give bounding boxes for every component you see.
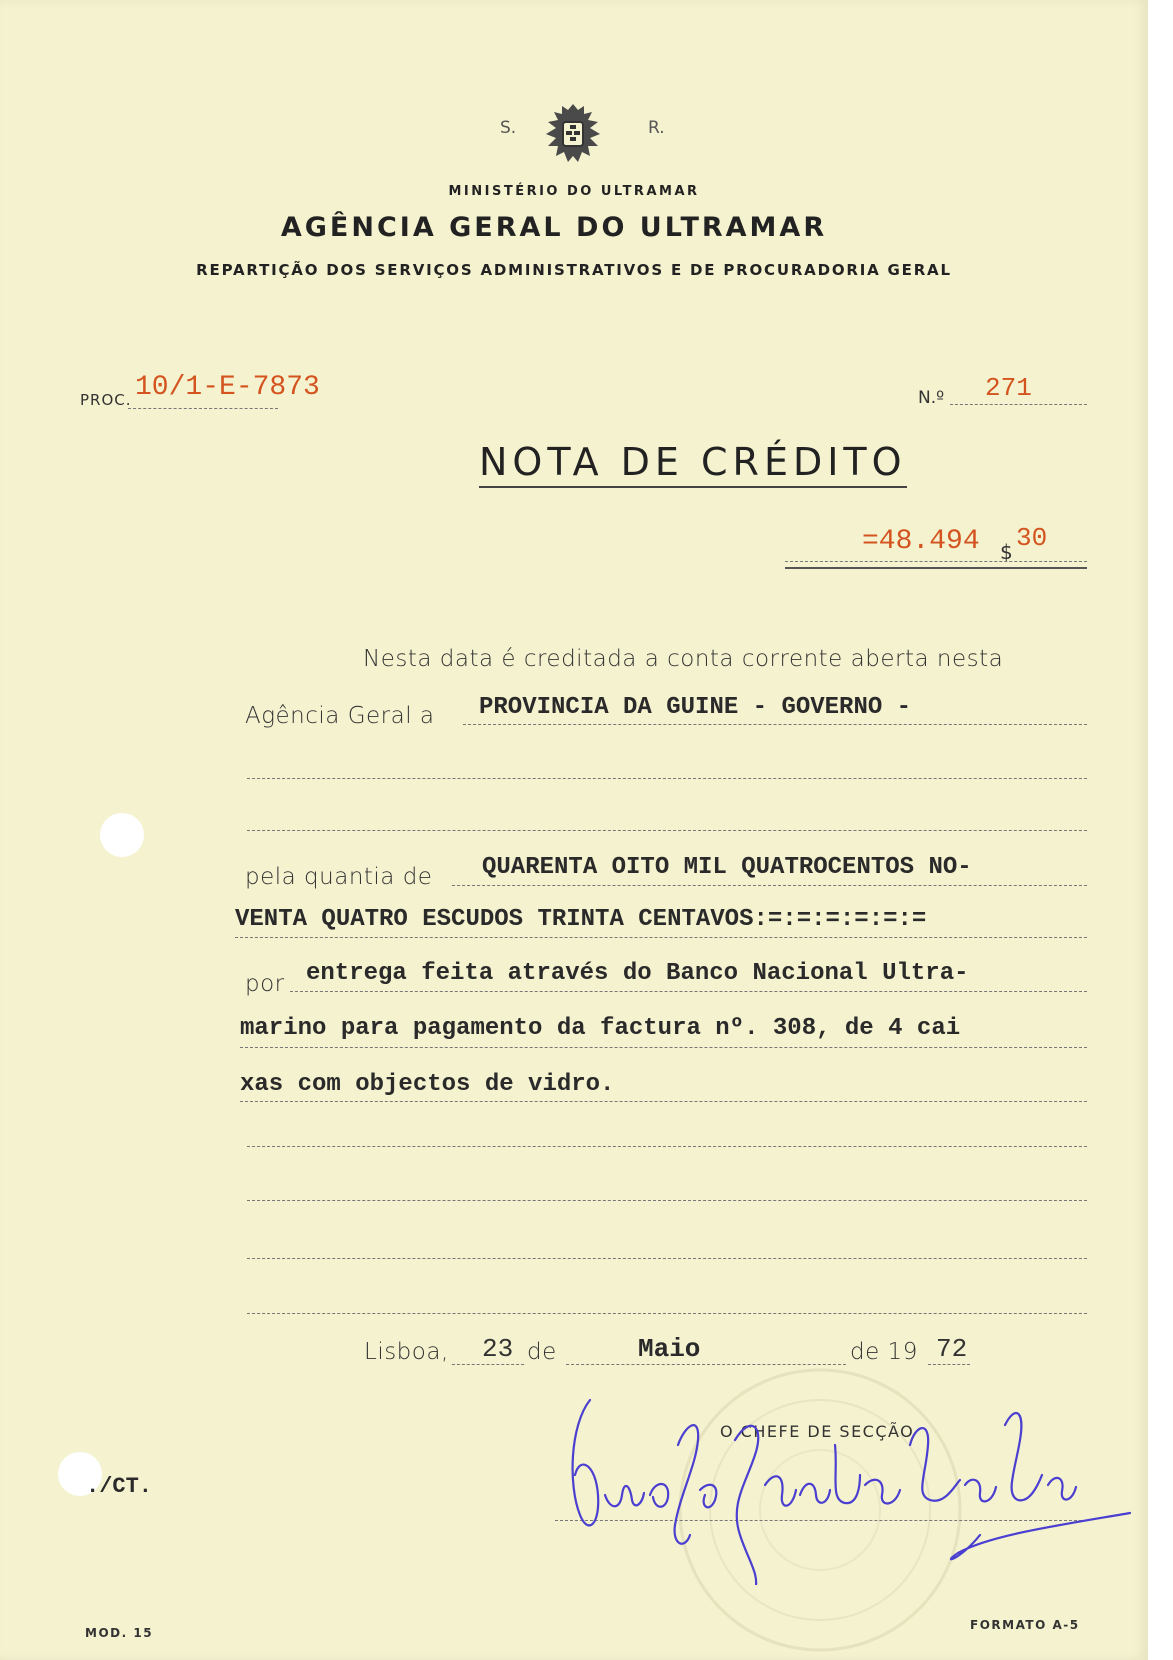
sum-label: pela quantia de: [245, 864, 433, 890]
reason-line3: xas com objectos de vidro.: [240, 1071, 615, 1098]
beneficiary-label: Agência Geral a: [245, 703, 435, 729]
blank-line: [247, 1200, 1087, 1201]
blank-line: [247, 1258, 1087, 1259]
seal-letter-r: R.: [648, 118, 665, 138]
date-year: 72: [936, 1334, 968, 1364]
date-de-1: de: [527, 1339, 557, 1365]
reason-underline-2: [240, 1047, 1087, 1048]
form-model: MOD. 15: [85, 1626, 154, 1640]
ministry-name: MINISTÉRIO DO ULTRAMAR: [448, 184, 700, 199]
sum-in-words-line1: QUARENTA OITO MIL QUATROCENTOS NO-: [482, 854, 972, 881]
reference-code: ./CT.: [86, 1474, 153, 1499]
reason-line2: marino para pagamento da factura nº. 308, de 4 cai: [240, 1015, 961, 1042]
coat-of-arms-icon: [540, 100, 606, 166]
paper-format: FORMATO A-5: [970, 1618, 1080, 1632]
agency-name: AGÊNCIA GERAL DO ULTRAMAR: [280, 212, 828, 243]
reason-underline-3: [240, 1101, 1087, 1102]
number-underline: [950, 404, 1087, 405]
document-number: 271: [985, 373, 1032, 403]
amount-cents: 30: [1016, 523, 1048, 553]
punch-hole-top: [100, 813, 144, 857]
process-label: PROC.: [80, 391, 132, 409]
sum-underline-2: [235, 937, 1087, 938]
reason-underline-1: [290, 991, 1087, 992]
handwritten-signature: [560, 1385, 1150, 1585]
reason-line1: entrega feita através do Banco Nacional Ultra-: [306, 960, 969, 987]
blank-line: [247, 1313, 1087, 1314]
amount-double-rule: [785, 567, 1087, 569]
credit-statement: Nesta data é creditada a conta corrente aberta nesta: [363, 646, 1004, 672]
document-title: NOTA DE CRÉDITO: [479, 440, 907, 488]
number-label: N.º: [918, 388, 945, 408]
date-de-century: de 19: [850, 1339, 918, 1365]
date-day-underline: [452, 1364, 524, 1365]
sum-in-words-line2: VENTA QUATRO ESCUDOS TRINTA CENTAVOS:=:=:=:=:=:=: [235, 906, 927, 933]
process-underline: [128, 408, 278, 409]
date-day: 23: [482, 1334, 514, 1364]
amount-currency-symbol: $: [1000, 540, 1013, 564]
date-month: Maio: [638, 1334, 701, 1364]
blank-line: [247, 778, 1087, 779]
amount-integer: =48.494: [862, 526, 980, 557]
blank-line: [247, 830, 1087, 831]
seal-letter-s: S.: [500, 118, 517, 138]
amount-underline: [785, 561, 1087, 562]
department-name: REPARTIÇÃO DOS SERVIÇOS ADMINISTRATIVOS E DE PROCURADORIA GERAL: [196, 261, 952, 279]
date-city: Lisboa,: [364, 1339, 449, 1365]
page-margin: [1148, 0, 1173, 1660]
sum-underline-1: [452, 885, 1087, 886]
signature-role: O CHEFE DE SECÇÃO: [720, 1422, 915, 1441]
blank-line: [247, 1146, 1087, 1147]
reason-label: por: [245, 971, 285, 997]
process-number: 10/1-E-7873: [135, 372, 320, 403]
beneficiary-underline: [463, 724, 1087, 725]
beneficiary-value: PROVINCIA DA GUINE - GOVERNO -: [479, 694, 912, 721]
